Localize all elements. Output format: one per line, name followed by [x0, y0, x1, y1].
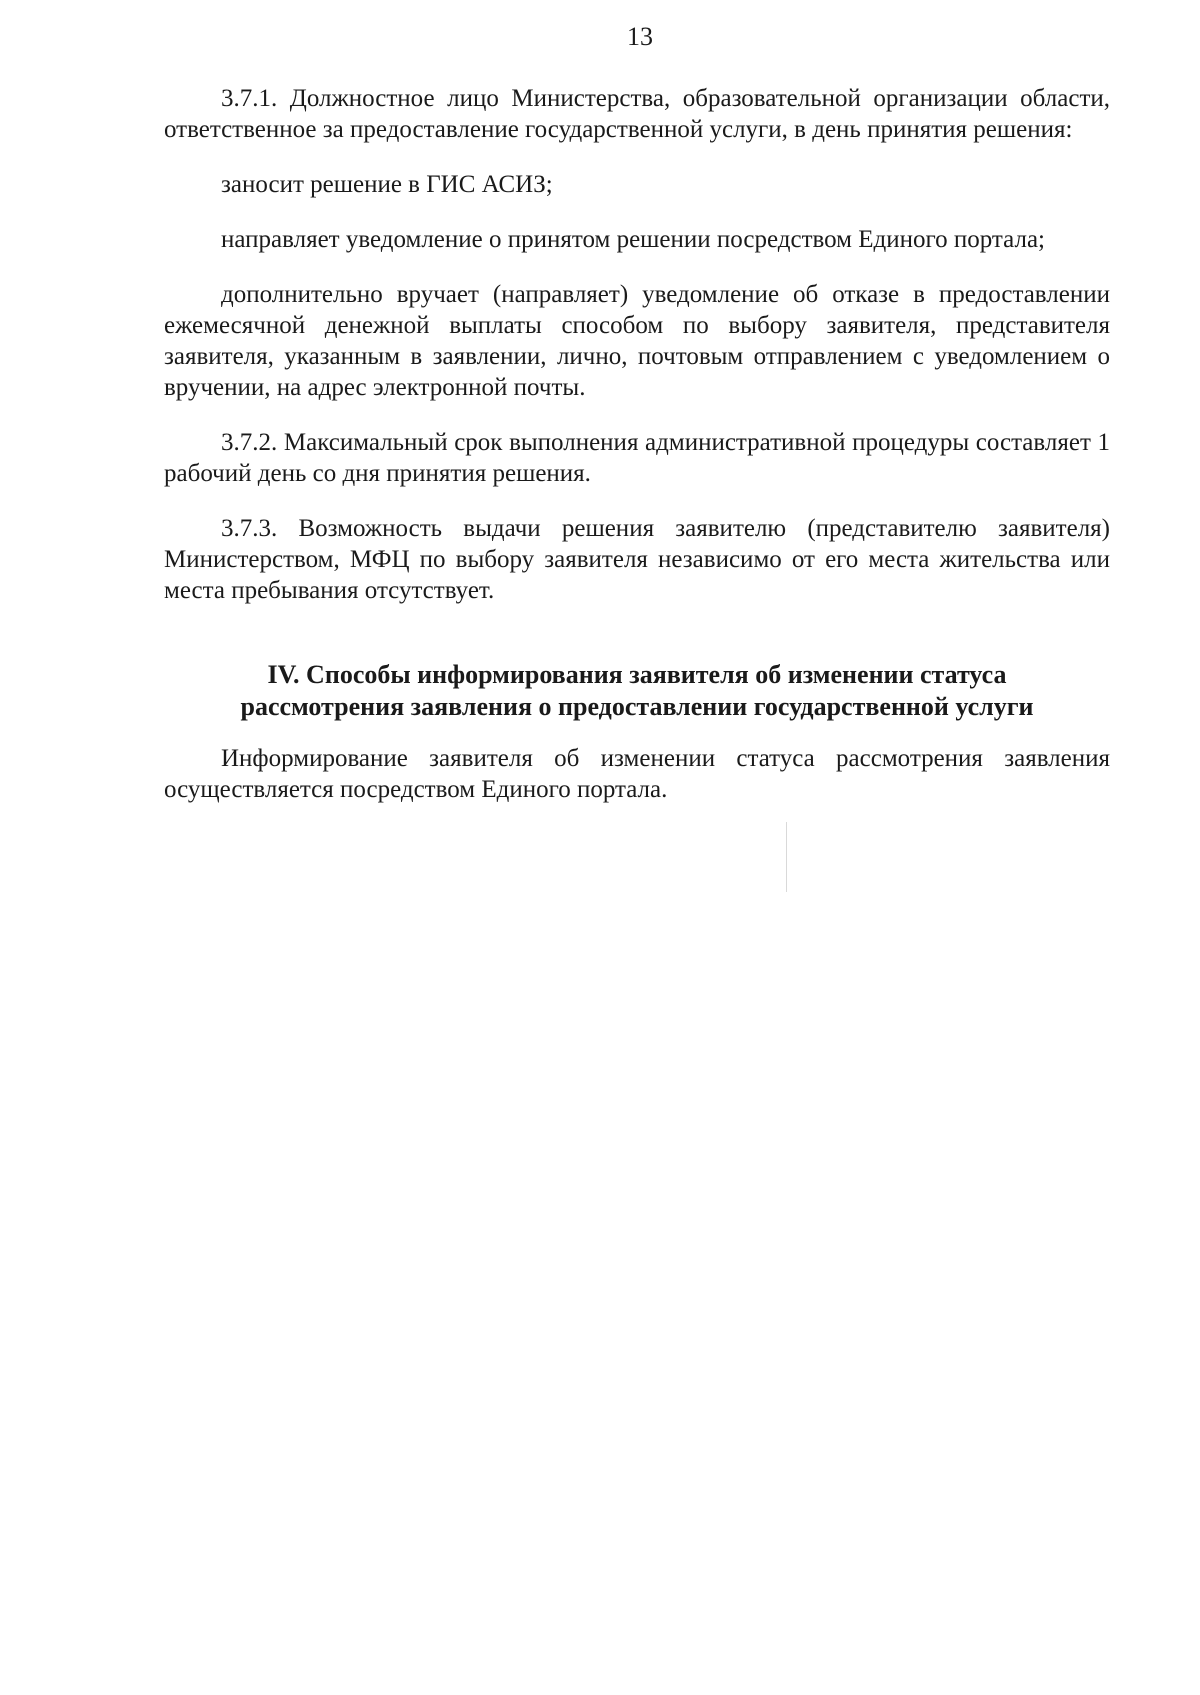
page-number: 13 [627, 22, 653, 51]
paragraph-3-7-1: 3.7.1. Должностное лицо Министерства, образовательной организации области, ответственное за предоставление государственной услуги, в день принятия решения: [164, 85, 1110, 143]
scan-artifact-line [786, 822, 787, 892]
paragraph-informing: Информирование заявителя об изменении статуса рассмотрения заявления осуществляется посредством Единого портала. [164, 745, 1110, 803]
section-heading [164, 659, 1110, 723]
paragraph-3-7-2: 3.7.2. Максимальный срок выполнения административной процедуры составляет 1 рабочий день со дня принятия решения. [164, 429, 1110, 487]
document-body [164, 83, 1110, 829]
paragraph-3-7-3: 3.7.3. Возможность выдачи решения заявителю (представителю заявителя) Министерством, МФЦ по выбору заявителя независимо от его места жительства или места пребывания отсутствует. [164, 515, 1110, 604]
paragraph-send-notification: направляет уведомление о принятом решении посредством Единого портала; [221, 226, 1045, 253]
section-heading-line-2: рассмотрения заявления о предоставлении государственной услуги [240, 692, 1034, 721]
section-heading-line-1: IV. Способы информирования заявителя об изменении статуса [267, 660, 1007, 689]
paragraph-enter-decision: заносит решение в ГИС АСИЗ; [221, 171, 553, 198]
paragraph-additional-delivery: дополнительно вручает (направляет) уведомление об отказе в предоставлении ежемесячной денежной выплаты способом по выбору заявителя, представителя заявителя, указанным в заявлении, лично, почтовым отправлением с уведомлением о вручении, на адрес электронной почты. [164, 281, 1110, 401]
